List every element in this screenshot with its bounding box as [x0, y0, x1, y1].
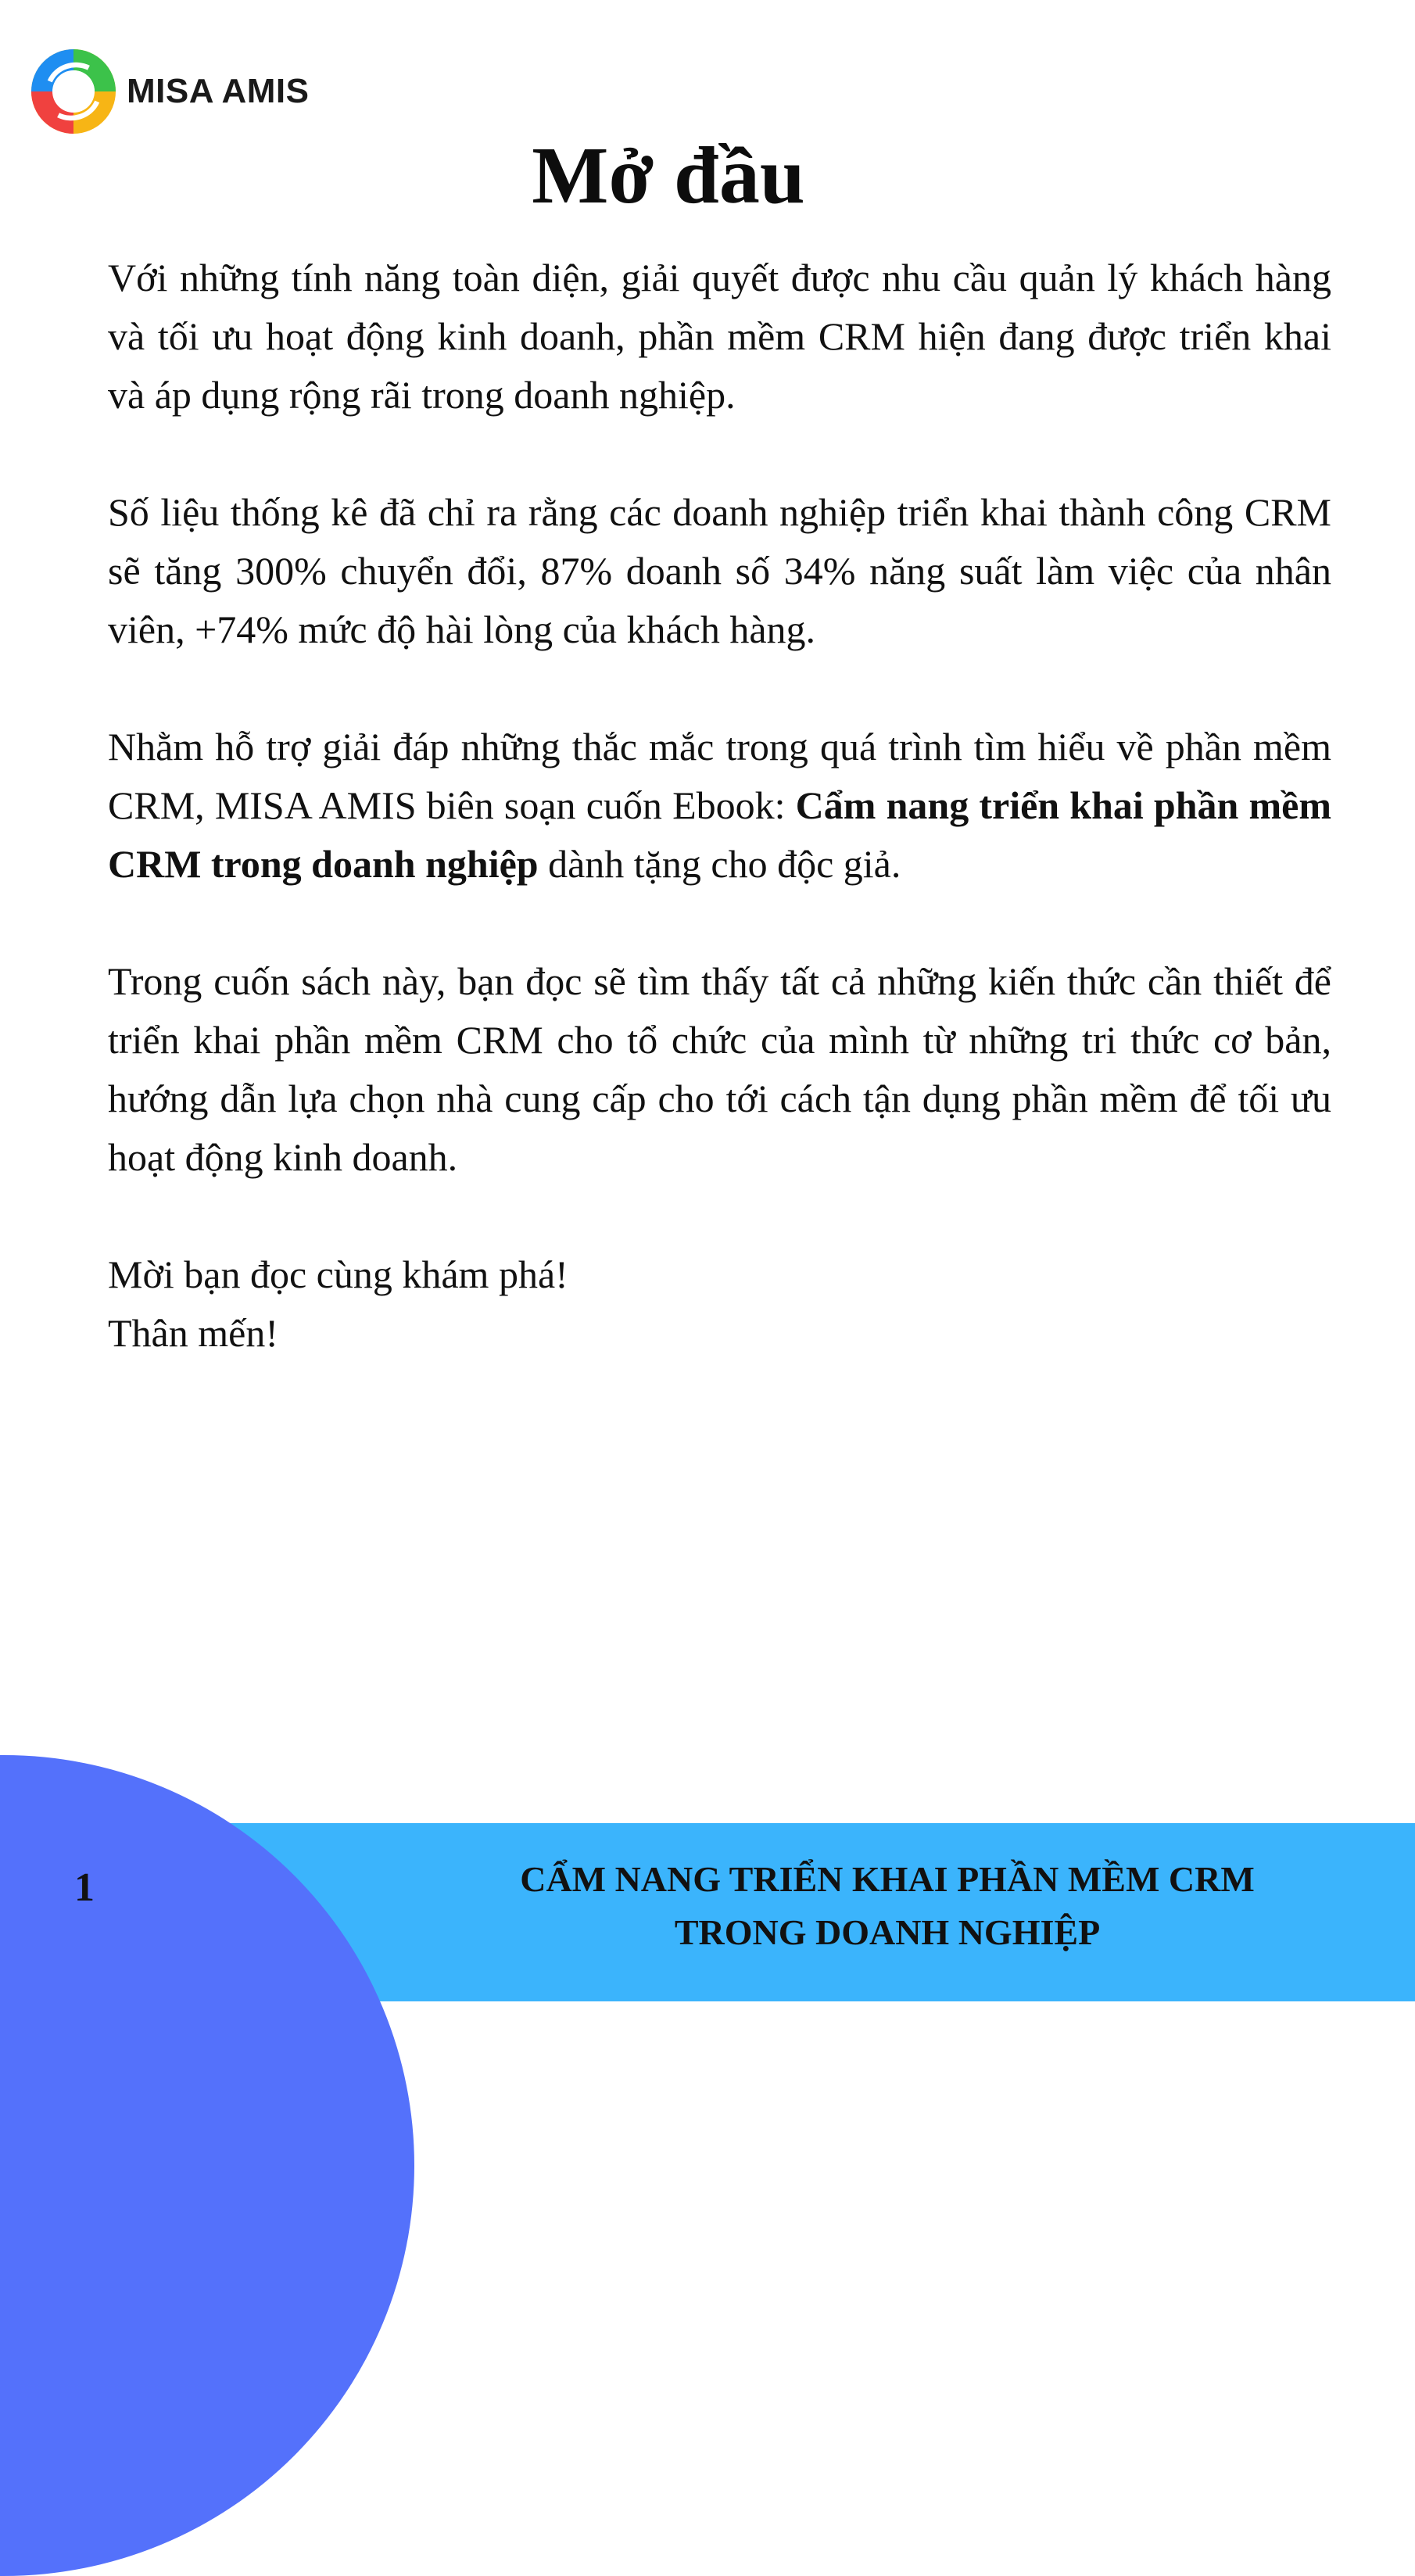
- brand-logo: [31, 48, 309, 134]
- intro-content: [108, 249, 1331, 1363]
- logo-text: MISA AMIS: [127, 72, 310, 110]
- paragraph-2: Số liệu thống kê đã chỉ ra rằng các doanh nghiệp triển khai thành công CRM sẽ tăng 300% chuyển đổi, 87% doanh số 34% năng suất làm việc của nhân viên, +74% mức độ hài lòng của khách hàng.: [108, 490, 1331, 651]
- paragraph-1: Với những tính năng toàn diện, giải quyết được nhu cầu quản lý khách hàng và tối ưu hoạt động kinh doanh, phần mềm CRM hiện đang được triển khai và áp dụng rộng rãi trong doanh nghiệp.: [108, 256, 1331, 417]
- paragraph-3: [108, 718, 1331, 894]
- footer-book-title: [438, 1853, 1337, 1959]
- paragraph-3-lead: Nhằm hỗ trợ giải đáp những thắc mắc trong quá trình tìm hiểu về phần mềm CRM, MISA AMIS biên soạn cuốn Ebook:: [108, 725, 1331, 827]
- paragraph-3-tail: dành tặng cho độc giả.: [538, 842, 901, 886]
- page-number: 1: [74, 1865, 95, 1910]
- misa-amis-logo-icon: [31, 49, 116, 134]
- closing-line-1: Mời bạn đọc cùng khám phá!: [108, 1252, 568, 1296]
- closing-line-2: Thân mến!: [108, 1311, 278, 1355]
- page-title: Mở đầu: [532, 131, 805, 220]
- footer-title-line-2: TRONG DOANH NGHIỆP: [674, 1912, 1101, 1952]
- ebook-title-emphasis: Cẩm nang triển khai phần mềm CRM trong doanh nghiệp: [108, 783, 1331, 886]
- paragraph-4: Trong cuốn sách này, bạn đọc sẽ tìm thấy tất cả những kiến thức cần thiết để triển khai phần mềm CRM cho tổ chức của mình từ những tri thức cơ bản, hướng dẫn lựa chọn nhà cung cấp cho tới cách tận dụng phần mềm để tối ưu hoạt động kinh doanh.: [108, 959, 1331, 1179]
- footer-title-line-1: CẨM NANG TRIỂN KHAI PHẦN MỀM CRM: [520, 1859, 1255, 1899]
